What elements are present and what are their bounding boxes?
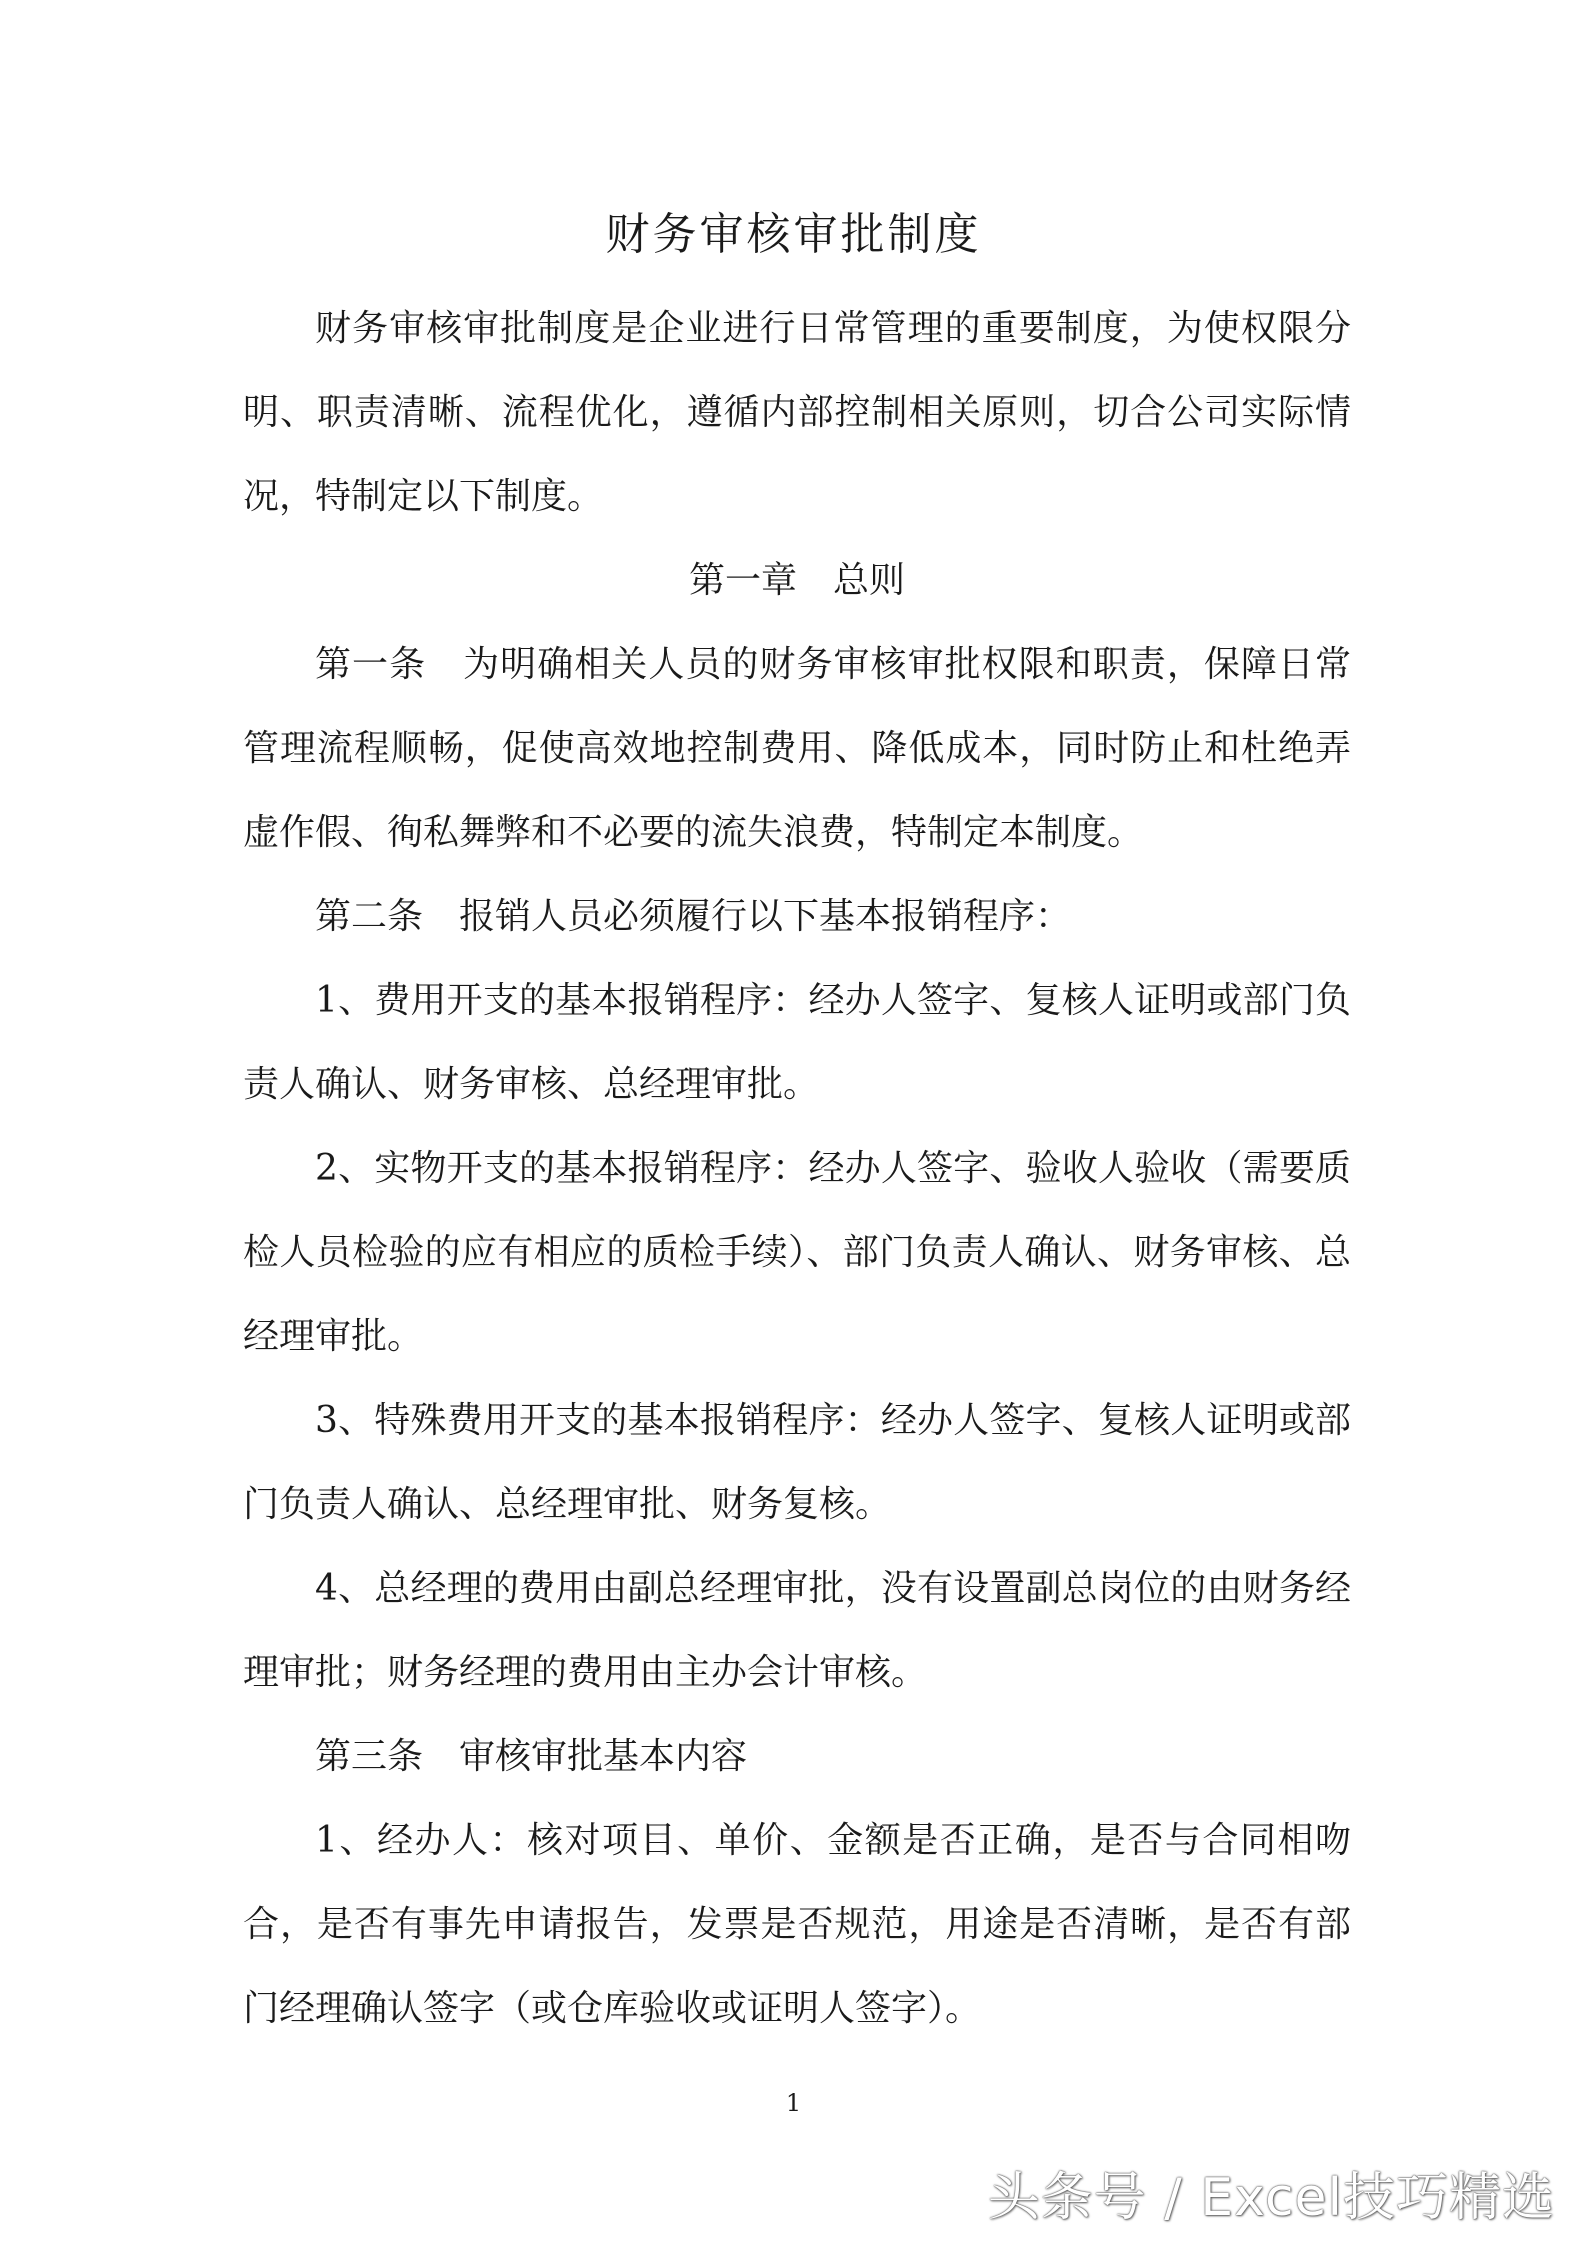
chapter-label: 第一章 bbox=[688, 560, 797, 601]
article-label: 第三条 bbox=[315, 1736, 424, 1777]
document-body bbox=[243, 287, 1351, 2051]
article-3 bbox=[243, 1715, 1351, 1799]
article-2 bbox=[243, 875, 1351, 959]
watermark-text: 头条号 / Excel技巧精选 bbox=[987, 2168, 1555, 2228]
intro-paragraph: 财务审核审批制度是企业进行日常管理的重要制度，为使权限分明、职责清晰、流程优化，遵循内部控制相关原则，切合公司实际情况，特制定以下制度。 bbox=[243, 308, 1351, 517]
chapter-heading bbox=[243, 539, 1351, 623]
article-2-item: 4、总经理的费用由副总经理审批，没有设置副总岗位的由财务经理审批；财务经理的费用由主办会计审核。 bbox=[243, 1568, 1351, 1693]
article-text: 审核审批基本内容 bbox=[459, 1736, 748, 1777]
article-2-item: 1、费用开支的基本报销程序：经办人签字、复核人证明或部门负责人确认、财务审核、总经理审批。 bbox=[243, 980, 1351, 1105]
article-2-item: 2、实物开支的基本报销程序：经办人签字、验收人验收（需要质检人员检验的应有相应的质检手续）、部门负责人确认、财务审核、总经理审批。 bbox=[243, 1148, 1351, 1357]
article-text: 为明确相关人员的财务审核审批权限和职责，保障日常管理流程顺畅，促使高效地控制费用、降低成本，同时防止和杜绝弄虚作假、徇私舞弊和不必要的流失浪费，特制定本制度。 bbox=[243, 644, 1351, 853]
document-title: 财务审核审批制度 bbox=[605, 209, 982, 260]
article-3-item: 1、经办人：核对项目、单价、金额是否正确，是否与合同相吻合，是否有事先申请报告，发票是否规范，用途是否清晰，是否有部门经理确认签字（或仓库验收或证明人签字）。 bbox=[243, 1820, 1351, 2029]
article-text: 报销人员必须履行以下基本报销程序： bbox=[459, 896, 1072, 937]
article-1 bbox=[243, 623, 1351, 875]
article-label: 第二条 bbox=[315, 896, 424, 937]
article-label: 第一条 bbox=[315, 644, 427, 685]
article-2-item: 3、特殊费用开支的基本报销程序：经办人签字、复核人证明或部门负责人确认、总经理审批、财务复核。 bbox=[243, 1400, 1351, 1525]
page-number: 1 bbox=[785, 2089, 802, 2117]
chapter-name: 总则 bbox=[833, 560, 906, 601]
